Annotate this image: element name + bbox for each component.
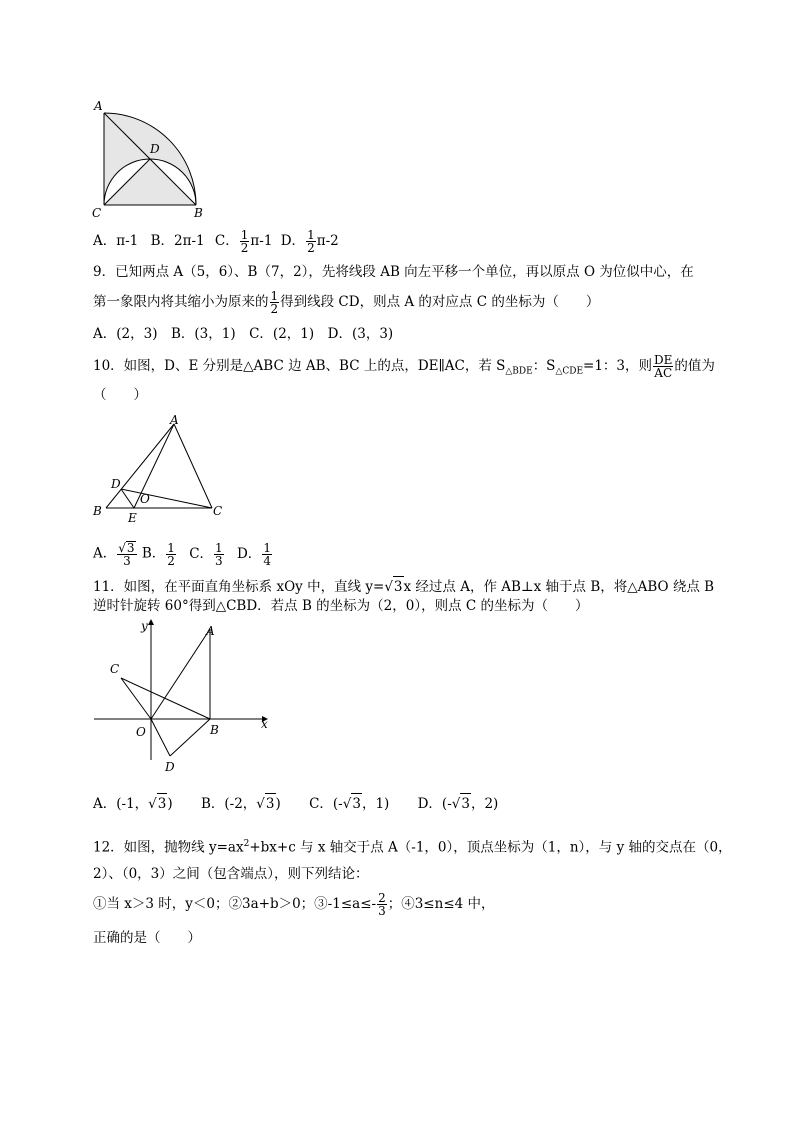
- q11-label-d: D: [165, 760, 175, 774]
- q8-label-c: C: [92, 206, 102, 220]
- q11-label-b: B: [210, 723, 219, 737]
- q8-option-d-frac: $\frac{1}{2}$: [307, 228, 315, 255]
- q8-option-a: A．π-1: [93, 233, 139, 249]
- q8-label-a: A: [94, 99, 103, 113]
- q9-options: A．(2，3) B．(3，1) C．(2，1) D．(3，3): [93, 326, 394, 342]
- q11-line2: 逆时针旋转 60°得到△CBD．若点 B 的坐标为（2，0），则点 C 的坐标为（ ）: [93, 598, 589, 614]
- q12-line3: ①当 x＞3 时，y＜0；②3a+b＞0；③-1≤a≤- $\frac{2}{3}$ ；④3≤n≤4 中，: [93, 891, 495, 918]
- q8-option-c-suffix: π-1: [250, 233, 273, 249]
- q11-figure: [90, 615, 280, 780]
- q10-line2: （ ）: [93, 387, 147, 403]
- q11-line1: 11．如图，在平面直角坐标系 xOy 中，直线 y=√3x 经过点 A，作 AB⊥x 轴于点 B，将△ABO 绕点 B: [93, 576, 714, 597]
- q10-label-c: C: [213, 504, 223, 518]
- q8-label-d: D: [150, 142, 160, 156]
- q10-label-b: B: [93, 504, 102, 518]
- q8-option-d-prefix: D．: [280, 233, 306, 249]
- q10-label-o: O: [140, 492, 150, 506]
- q8-options: [93, 229, 339, 254]
- q11-label-y: y: [141, 619, 148, 633]
- q12-line4: 正确的是（ ）: [93, 930, 201, 946]
- q11-label-o: O: [136, 725, 146, 739]
- q8-option-c-prefix: C．: [214, 233, 239, 249]
- q8-figure: [90, 95, 215, 220]
- q8-option-d-suffix: π-2: [316, 233, 339, 249]
- q12-line1: 12．如图，抛物线 $y=ax^2+bx+c$ 与 x 轴交于点 A（-1，0），顶点坐标为（1，n），与 y 轴的交点在（0，: [93, 839, 732, 856]
- q8-label-b: B: [194, 206, 203, 220]
- q10-label-a: A: [170, 413, 179, 427]
- q9-line2: 第一象限内将其缩小为原来的 $\frac{1}{2}$ 得到线段 CD，则点 A 的对应点 C 的坐标为（ ）: [93, 289, 600, 316]
- q11-label-c: C: [110, 662, 120, 676]
- q10-figure: [90, 412, 230, 527]
- q11-options: A．(-1，√3) B．(-2，√3) C．(-√3，1) D．(-√3，2): [93, 793, 498, 814]
- q10-options: A． $\frac{√3}{3}$ B． $\frac{1}{2}$ C． $\frac{1}{3}$ D． $\frac{1}{4}$: [93, 540, 271, 568]
- q11-label-x: x: [261, 717, 268, 731]
- q12-line2: 2）、（0，3）之间（包含端点），则下列结论：: [93, 866, 369, 882]
- q8-option-c-frac: $\frac{1}{2}$: [240, 228, 249, 255]
- q9-line1: 9．已知两点 A（5，6）、B（7，2），先将线段 AB 向左平移一个单位，再以原点 O 为位似中心，在: [93, 264, 694, 280]
- q8-option-b: B．2π-1: [150, 233, 205, 249]
- q10-label-e: E: [128, 511, 137, 525]
- q10-line1: 10．如图，D、E 分别是△ABC 边 AB、BC 上的点，DE∥AC，若 $S_{\triangle BDE}$：$S_{\triangle CDE}=1$：3，则 $\frac{DE}{AC}$ 的值为: [93, 353, 715, 380]
- q11-label-a: A: [206, 624, 215, 638]
- q10-label-d: D: [111, 477, 121, 491]
